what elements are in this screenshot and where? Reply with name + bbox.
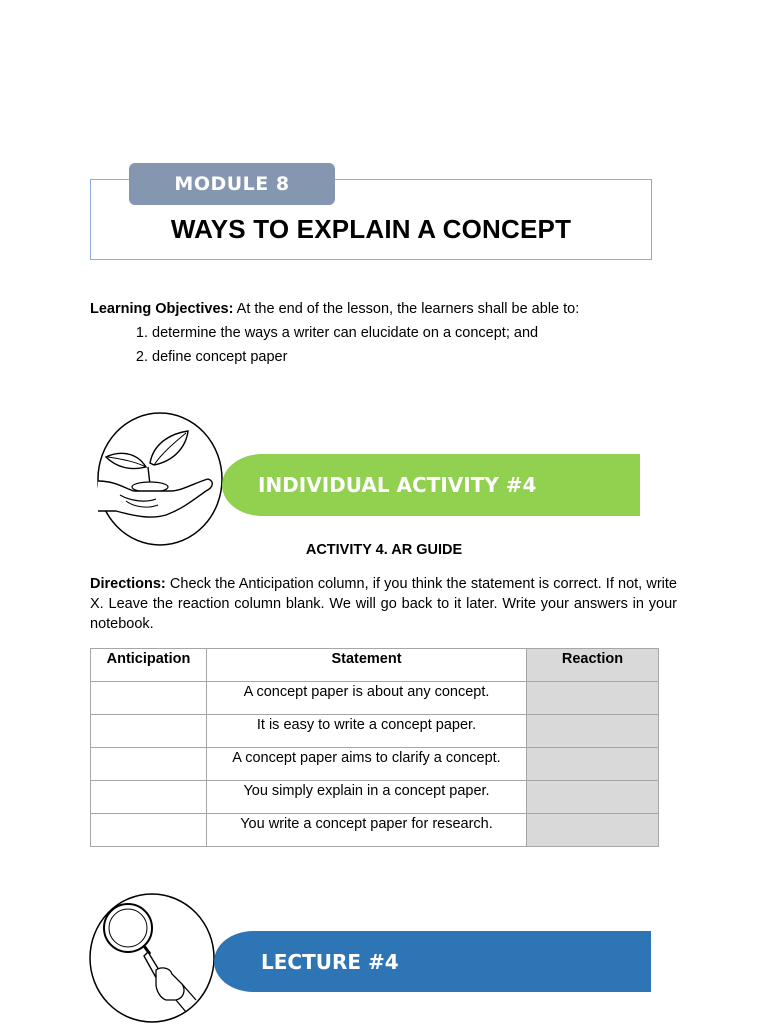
lecture-banner: LECTURE #4 bbox=[214, 931, 651, 992]
statement-cell: A concept paper is about any concept. bbox=[207, 682, 527, 715]
table-row bbox=[91, 781, 659, 814]
directions bbox=[90, 574, 677, 634]
table-row bbox=[91, 814, 659, 847]
hand-plant-icon bbox=[96, 411, 224, 547]
header-statement: Statement bbox=[207, 649, 527, 682]
reaction-cell bbox=[527, 814, 659, 847]
individual-activity-banner: INDIVIDUAL ACTIVITY #4 bbox=[222, 454, 640, 516]
objective-item: 2. define concept paper bbox=[152, 348, 690, 366]
anticipation-cell[interactable] bbox=[91, 781, 207, 814]
table-row bbox=[91, 748, 659, 781]
ar-guide-table bbox=[90, 648, 659, 847]
header-reaction: Reaction bbox=[527, 649, 659, 682]
objectives-intro: At the end of the lesson, the learners shall be able to: bbox=[233, 301, 580, 317]
anticipation-cell[interactable] bbox=[91, 814, 207, 847]
anticipation-cell[interactable] bbox=[91, 715, 207, 748]
activity-subtitle: ACTIVITY 4. AR GUIDE bbox=[305, 542, 463, 558]
objectives-heading: Learning Objectives: bbox=[90, 301, 234, 317]
anticipation-cell[interactable] bbox=[91, 682, 207, 715]
reaction-cell bbox=[527, 781, 659, 814]
reaction-cell bbox=[527, 682, 659, 715]
directions-text: Check the Anticipation column, if you think the statement is correct. If not, write X. Leave the reaction column blank. We will go back to it later. Write your answers in your notebook. bbox=[90, 576, 677, 632]
anticipation-cell[interactable] bbox=[91, 748, 207, 781]
table-header-row bbox=[91, 649, 659, 682]
module-tab: MODULE 8 bbox=[129, 163, 335, 205]
statement-cell: A concept paper aims to clarify a concept. bbox=[207, 748, 527, 781]
directions-heading: Directions: bbox=[90, 576, 166, 592]
statement-cell: You write a concept paper for research. bbox=[207, 814, 527, 847]
header-anticipation: Anticipation bbox=[91, 649, 207, 682]
table-row bbox=[91, 682, 659, 715]
table-row bbox=[91, 715, 659, 748]
module-title: WAYS TO EXPLAIN A CONCEPT bbox=[170, 214, 572, 244]
objectives-lead bbox=[90, 300, 690, 318]
learning-objectives bbox=[90, 300, 690, 372]
reaction-cell bbox=[527, 715, 659, 748]
statement-cell: It is easy to write a concept paper. bbox=[207, 715, 527, 748]
objective-item: 1. determine the ways a writer can elucidate on a concept; and bbox=[152, 324, 690, 342]
magnifying-glass-icon bbox=[86, 888, 216, 1024]
reaction-cell bbox=[527, 748, 659, 781]
objectives-list bbox=[90, 324, 690, 366]
statement-cell: You simply explain in a concept paper. bbox=[207, 781, 527, 814]
